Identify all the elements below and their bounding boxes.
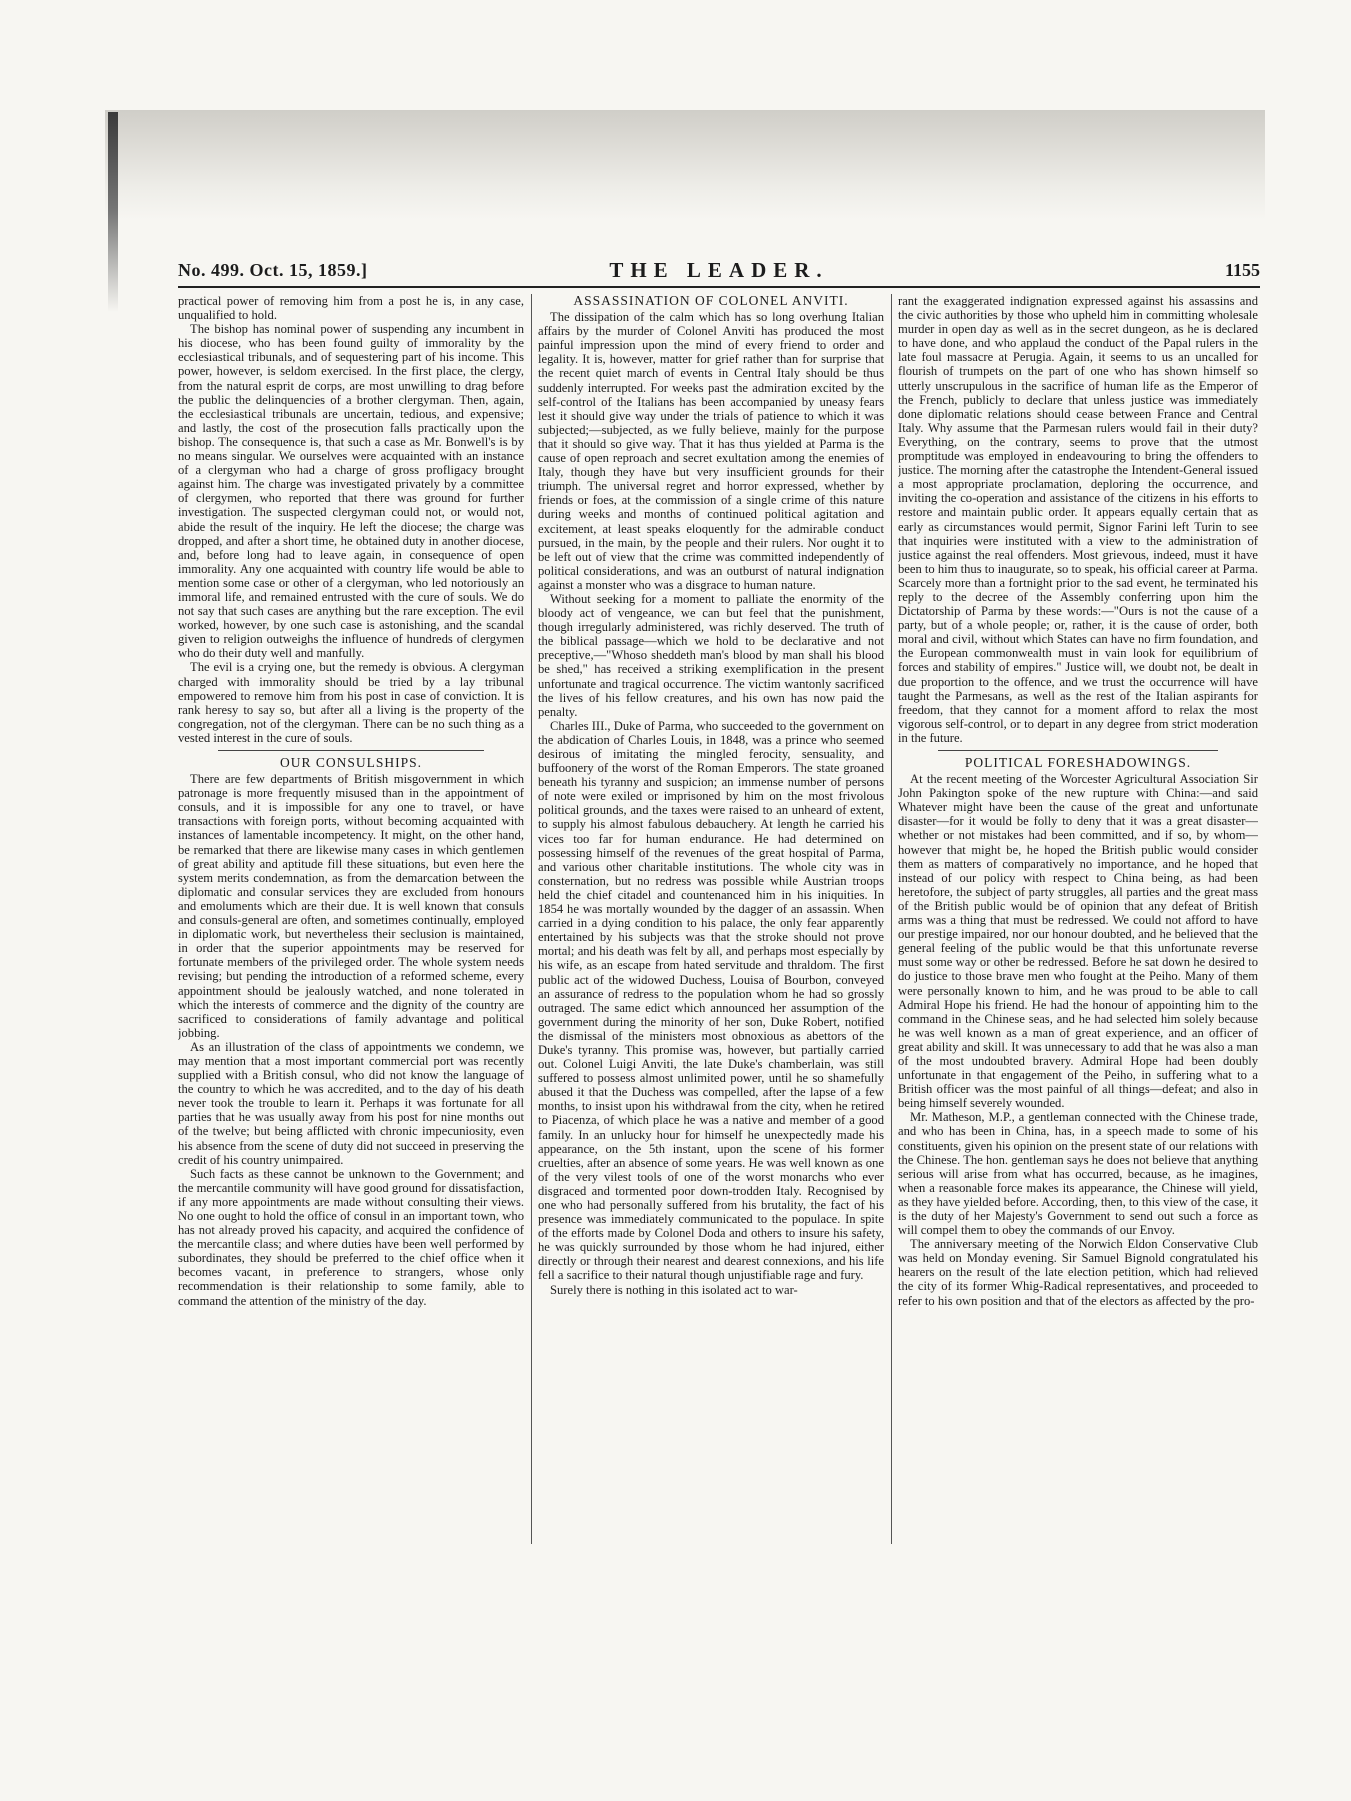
issue-date: No. 499. Oct. 15, 1859.] bbox=[178, 260, 368, 280]
paragraph: The evil is a crying one, but the remedy is obvious. A clergyman charged with immorality should be tried by a lay tribunal empowered to remove him from his post in case of conviction. It is rank heresy to say so, but after all a living is the property of the congregation, not of the clergyman. There can be no such thing as a vested interest in the cure of souls. bbox=[178, 660, 524, 745]
paragraph: practical power of removing him from a post he is, in any case, unqualified to hold. bbox=[178, 294, 524, 323]
page-number: 1155 bbox=[1224, 260, 1260, 280]
scan-shadow bbox=[105, 110, 1265, 220]
paragraph: There are few departments of British misgovernment in which patronage is more frequently misused than in the appointment of consuls, and it is impossible for any one to travel, or have transactions with foreign ports, without becoming acquainted with instances of lamentable incompetency. It might, on the other hand, be remarked that there are likewise many cases in which gentlemen of great ability and aptitude fill these situations, but even here the system merits condemnation, as from the demarcation between the diplomatic and consular services they are excluded from honours and emoluments which are their due. It is well known that consuls and consuls-general are often, and sometimes continually, employed in diplomatic work, but nevertheless their seclusion is maintained, in order that the superior appointments may be reserved for fortunate members of the privileged order. The whole system needs revising; but pending the introduction of a reformed scheme, every appointment should be jealously watched, and none tolerated in which the interests of commerce and the dignity of the country are sacrificed to considerations of family advantage and political jobbing. bbox=[178, 772, 524, 1040]
article-heading: ASSASSINATION OF COLONEL ANVITI. bbox=[573, 294, 849, 308]
paragraph: As an illustration of the class of appointments we condemn, we may mention that a most important commercial port was recently supplied with a British consul, who did not know the language of the country to which he was accredited, and to the day of his death never took the trouble to learn it. Perhaps it was fortunate for all parties that he was usually away from his post for nine months out of the twelve; but being afflicted with chronic impecuniosity, even his absence from the scene of duty did not succeed in preserving the credit of his country unimpaired. bbox=[178, 1039, 524, 1167]
paragraph: At the recent meeting of the Worcester Agricultural Association Sir John Pakington spoke of the new rupture with China:—and said Whatever might have been the cause of the great and unfortunate disaster—for it would be folly to deny that it was a great disaster—whether or not mistakes had been committed, and if so, by whom—however that might be, he hoped the British public would consider them as matters of comparatively no importance, and he hoped that instead of our policy with respect to China being, as had been heretofore, the subject of party struggles, all parties and the great mass of the British public would be of opinion that any defeat of British arms was a thing that must be redressed. We could not afford to have our prestige impaired, nor our honour doubted, and he believed that the general feeling of the public would be that this unfortunate reverse must some way or other be redressed. Before he sat down he desired to do justice to those brave men who fought at the Peiho. Many of them were personally known to him, and he was proud to be able to call Admiral Hope his friend. He had the honour of appointing him to the command in the Chinese seas, and he had selected him solely because he was well known as a man of great experience, and an officer of great ability and skill. It was unnecessary to add that he was also a man of the most undoubted bravery. Admiral Hope had been doubly unfortunate in that engagement of the Peiho, in suffering what to a British officer was the most painful of all things—defeat; and also in being himself severely wounded. bbox=[898, 772, 1258, 1111]
paragraph: Charles III., Duke of Parma, who succeeded to the government on the abdication of Charles Louis, in 1848, was a prince who seemed desirous of imitating the mingled ferocity, sensuality, and buffoonery of the worst of the Roman Emperors. The state groaned beneath his tyranny and suspicion; an immense number of persons of note were exiled or imprisoned by him on the most frivolous political grounds, and the taxes were raised to an unheard of extent, to supply his almost fabulous debauchery. At length he carried his vices too far for human endurance. He had determined on possessing himself of the revenues of the great hospital of Parma, and various other charitable institutions. The whole city was in consternation, but no redress was possible while Austrian troops held the chief citadel and countenanced him in his iniquities. In 1854 he was mortally wounded by the dagger of an assassin. When carried in a dying condition to his palace, the only fear apparently entertained by his subjects was that the stroke should not prove mortal; and his death was felt by all, and perhaps most especially by his wife, as an escape from hated servitude and thraldom. The first public act of the widowed Duchess, Louisa of Bourbon, conveyed an assurance of redress to the population whom he had so grossly outraged. The same edict which announced her assumption of the government during the minority of her son, Duke Robert, notified the dismissal of the ministers most obnoxious as abettors of the Duke's tyranny. This promise was, however, but partially carried out. Colonel Luigi Anviti, the late Duke's chamberlain, was still suffered to possess almost unlimited power, until he so shamefully abused it that the Duchess was compelled, after the lapse of a few months, to insist upon his withdrawal from the city, when he retired to Piacenza, of which place he was a native and member of a good family. In an unlucky hour for himself he unexpectedly made his appearance, on the 5th instant, upon the scene of his former cruelties, after an absence of some years. He was well known as one of the very vilest tools of one of the worst monarchs who ever disgraced and tormented poor down-trodden Italy. Recognised by one who had personally suffered from his brutality, the fact of his presence was immediately communicated to the populace. In spite of the efforts made by Colonel Doda and others to insure his safety, he was quickly surrounded by those whom he had injured, either directly or through their nearest and dearest connexions, and his life fell a sacrifice to their natural though unjustifiable rage and fury. bbox=[538, 718, 884, 1283]
scan-edge bbox=[108, 112, 118, 312]
column-rule bbox=[531, 294, 532, 1544]
paragraph: Without seeking for a moment to palliate the enormity of the bloody act of vengeance, we can but feel that the punishment, though irregularly administered, was richly deserved. The truth of the biblical passage—which we hold to be declarative and not preceptive,—"Whoso sheddeth man's blood by man shall his blood be shed," has received a striking exemplification in the present unfortunate and tragical occurrence. The victim wantonly sacrificed the lives of his fellow creatures, and his own has now paid the penalty. bbox=[538, 591, 884, 719]
article-heading: POLITICAL FORESHADOWINGS. bbox=[964, 755, 1192, 770]
paragraph: Such facts as these cannot be unknown to the Government; and the mercantile community will have good ground for dissatisfaction, if any more appointments are made without consulting their views. No one ought to hold the office of consul in an important town, who has not already proved his capacity, and acquired the confidence of the mercantile class; and where duties have been well performed by subordinates, they should be preferred to the chief office when it becomes vacant, in preference to strangers, whose only recommendation is their relationship to some family, able to command the attention of the ministry of the day. bbox=[178, 1166, 524, 1308]
masthead bbox=[178, 258, 1260, 288]
paragraph: Surely there is nothing in this isolated act to war- bbox=[550, 1282, 798, 1297]
section-divider bbox=[218, 750, 484, 751]
paragraph: The anniversary meeting of the Norwich Eldon Conservative Club was held on Monday evening. Sir Samuel Bignold congratulated his hearers on the result of the late election petition, which had relieved the city of its former Whig-Radical representatives, and proceeded to refer to his own position and that of the electors as affected by the pro- bbox=[898, 1237, 1258, 1308]
paper-title: THE LEADER. bbox=[609, 258, 829, 282]
column-rule bbox=[891, 294, 892, 1544]
column-3 bbox=[898, 294, 1258, 1544]
paragraph: The bishop has nominal power of suspending any incumbent in his diocese, who has been found guilty of immorality by the ecclesiastical tribunals, and of sequestering part of his income. This power, however, is seldom exercised. In the first place, the clergy, from the natural esprit de corps, are most unwilling to drag before the public the delinquencies of a brother clergyman. Then, again, the ecclesiastical tribunals are uncertain, tedious, and expensive; and lastly, the cost of the prosecution falls practically upon the bishop. The consequence is, that such a case as Mr. Bonwell's is by no means singular. We ourselves were acquainted with an instance of a clergyman who had a charge of gross profligacy brought against him. The charge was investigated privately by a committee of clergymen, who reported that there was ground for further investigation. The suspected clergyman could not, or would not, abide the result of the inquiry. He left the diocese; the charge was dropped, and after a short time, he obtained duty in another diocese, and, before long had to leave again, in consequence of open immorality. Any one acquainted with country life would be able to mention some case or other of a clergyman, who led notoriously an immoral life, and remained entrusted with the cure of souls. We do not say that such cases are anything but the rare exception. The evil worked, however, by one such case is astonishing, and the scandal given to religion outweighs the influence of hundreds of clergymen who do their duty well and manfully. bbox=[178, 322, 524, 661]
paragraph: The dissipation of the calm which has so long overhung Italian affairs by the murder of Colonel Anviti has produced the most painful impression upon the mind of every friend to order and legality. It is, however, matter for grief rather than for surprise that the recent quiet march of events in Central Italy should be thus suddenly interrupted. For weeks past the admiration excited by the self-control of the Italians has been accompanied by uneasy fears lest it should give way under the trials of patience to which it was subjected;—subjected, as we fully believe, mainly for the purpose that it should so give way. That it has thus yielded at Parma is the cause of open reproach and secret exultation among the enemies of Italy, though they have but very insufficient grounds for their triumph. The universal regret and horror expressed, whether by friends or foes, at the commission of a single crime of this nature during weeks and months of continued political agitation and excitement, at least speaks eloquently for the admirable conduct pursued, in the main, by the people and their rulers. Nor ought it to be left out of view that the crime was committed independently of political considerations, and was an outburst of natural indignation against a monster who was a disgrace to human nature. bbox=[538, 310, 884, 592]
column-2 bbox=[538, 294, 884, 1544]
paragraph: Mr. Matheson, M.P., a gentleman connected with the Chinese trade, and who has been in China, has, in a speech made to some of his constituents, given his opinion on the present state of our relations with the Chinese. The hon. gentleman says he does not believe that anything serious will arise from what has occurred, because, as he imagines, when a reasonable force makes its appearance, the Chinese will yield, as they have yielded before. According, then, to this view of the case, it is the duty of her Majesty's Government to send out such a force as will compel them to obey the commands of our Envoy. bbox=[898, 1110, 1258, 1238]
article-heading: OUR CONSULSHIPS. bbox=[279, 755, 423, 770]
paragraph: rant the exaggerated indignation expressed against his assassins and the civic authorities by those who upheld him in committing wholesale murder in open day as well as in the secret dungeon, as he is declared to have done, and who applaud the conduct of the Papal rulers in the late foul massacre at Perugia. Again, it seems to us an uncalled for flourish of trumpets on the part of one who has shown himself so utterly unscrupulous in the sacrifice of human life as the Emperor of the French, publicly to declare that unless justice was immediately done diplomatic relations should cease between France and Central Italy. Why assume that the Parmesan rulers would fail in their duty? Everything, on the contrary, seems to prove that the utmost promptitude was employed in endeavouring to bring the offenders to justice. The morning after the catastrophe the Intendent-General issued a most appropriate proclamation, deploring the occurrence, and inviting the co-operation and assistance of the citizens in his efforts to restore and maintain public order. It appears equally certain that as early as circumstances would permit, Signor Farini left Turin to see that inquiries were instituted with a view to the administration of justice against the real offenders. Most grievous, indeed, must it have been to him thus to inaugurate, so to speak, his official career at Parma. Scarcely more than a fortnight prior to the sad event, he terminated his reply to the decree of the Assembly conferring upon him the Dictatorship of Parma by these words:—"Ours is not the cause of a party, but of a whole people; or, rather, it is the cause of order, both moral and civil, without which States can have no firm foundation, and the European commonwealth must in vain look for equilibrium of forces and stability of empires." Justice will, we doubt not, be dealt in due proportion to the offence, and we trust the occurrence will have taught the Parmesans, as well as the rest of the Italian aspirants for freedom, that they cannot for a moment afford to relax the most vigorous self-control, or to depart in any degree from strict moderation in the future. bbox=[898, 294, 1258, 745]
section-divider bbox=[938, 750, 1218, 751]
column-1 bbox=[178, 294, 524, 1544]
